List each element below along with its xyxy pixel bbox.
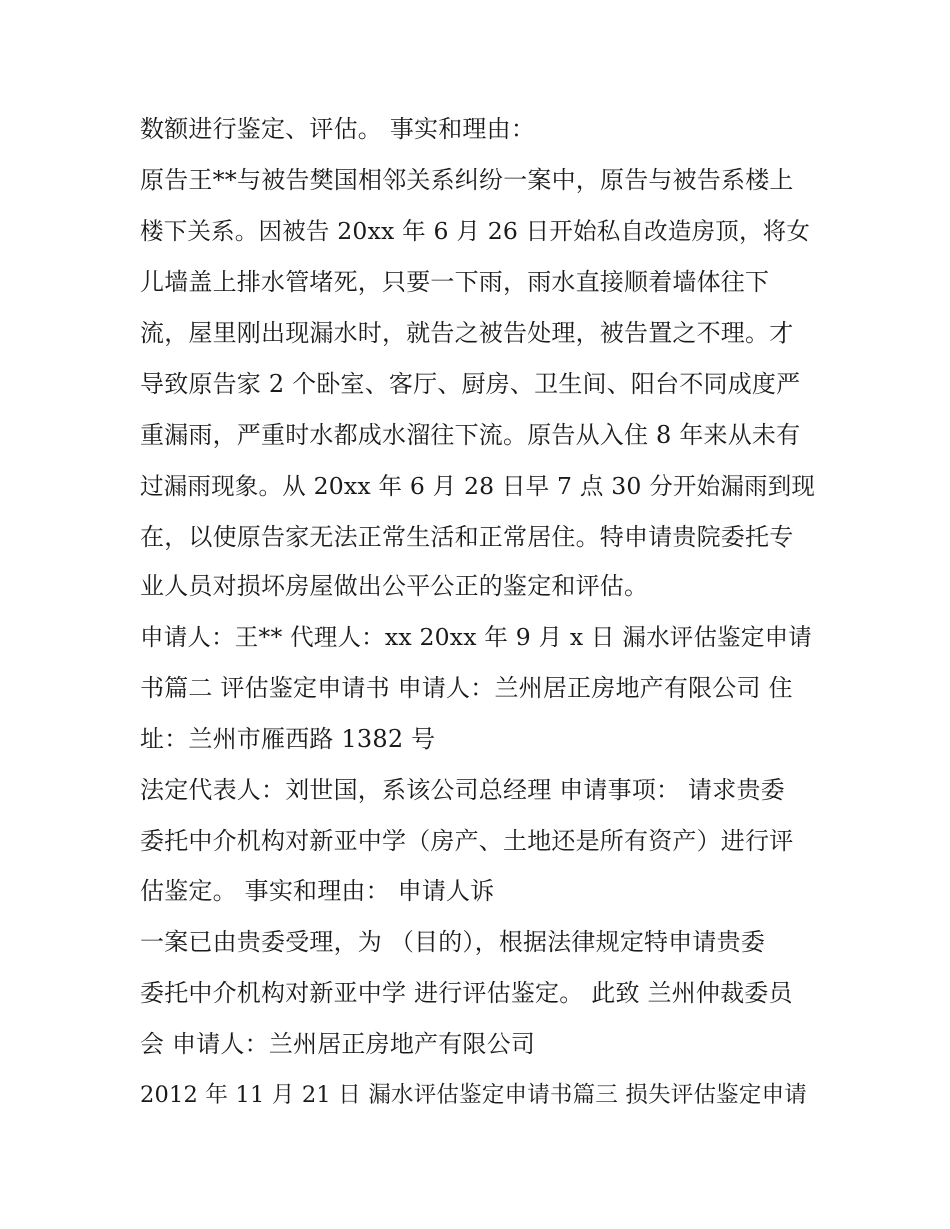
text-line-8: 过漏雨现象。从 20xx 年 6 月 28 日早 7 点 30 分开始漏雨到现 xyxy=(140,472,816,500)
text-line-17: 一案已由贵委受理，为 （目的），根据法律规定特申请贵委 xyxy=(140,928,766,956)
text-line-14: 法定代表人：刘世国，系该公司总经理 申请事项： 请求贵委 xyxy=(140,776,785,804)
text-line-4: 儿墙盖上排水管堵死，只要一下雨，雨水直接顺着墙体往下 xyxy=(140,268,770,296)
text-line-2: 原告王**与被告樊国相邻关系纠纷一案中，原告与被告系楼上 xyxy=(140,166,794,194)
text-line-10: 业人员对损坏房屋做出公平公正的鉴定和评估。 xyxy=(140,572,649,600)
text-line-5: 流，屋里刚出现漏水时，就告之被告处理，被告置之不理。才 xyxy=(140,319,794,347)
text-line-15: 委托中介机构对新亚中学（房产、土地还是所有资产）进行评 xyxy=(140,827,794,855)
text-line-11: 申请人：王** 代理人：xx 20xx 年 9 月 x 日 漏水评估鉴定申请 xyxy=(140,623,812,651)
text-line-1: 数额进行鉴定、评估。 事实和理由： xyxy=(140,115,536,143)
text-line-20: 2012 年 11 月 21 日 漏水评估鉴定申请书篇三 损失评估鉴定申请 xyxy=(140,1082,807,1108)
text-line-7: 重漏雨，严重时水都成水溜往下流。原告从入住 8 年来从未有 xyxy=(140,421,801,449)
text-line-16: 估鉴定。 事实和理由： 申请人诉 xyxy=(140,877,495,905)
text-line-6: 导致原告家 2 个卧室、客厅、厨房、卫生间、阳台不同成度严 xyxy=(140,370,801,398)
text-line-18: 委托中介机构对新亚中学 进行评估鉴定。 此致 兰州仲裁委员 xyxy=(140,979,793,1007)
text-line-12: 书篇二 评估鉴定申请书 申请人：兰州居正房地产有限公司 住 xyxy=(140,674,793,702)
text-line-19: 会 申请人：兰州居正房地产有限公司 xyxy=(140,1030,536,1058)
text-line-13: 址：兰州市雁西路 1382 号 xyxy=(140,725,436,753)
text-line-9: 在，以使原告家无法正常生活和正常居住。特申请贵院委托专 xyxy=(140,523,794,551)
text-line-3: 楼下关系。因被告 20xx 年 6 月 26 日开始私自改造房顶，将女 xyxy=(140,217,811,245)
